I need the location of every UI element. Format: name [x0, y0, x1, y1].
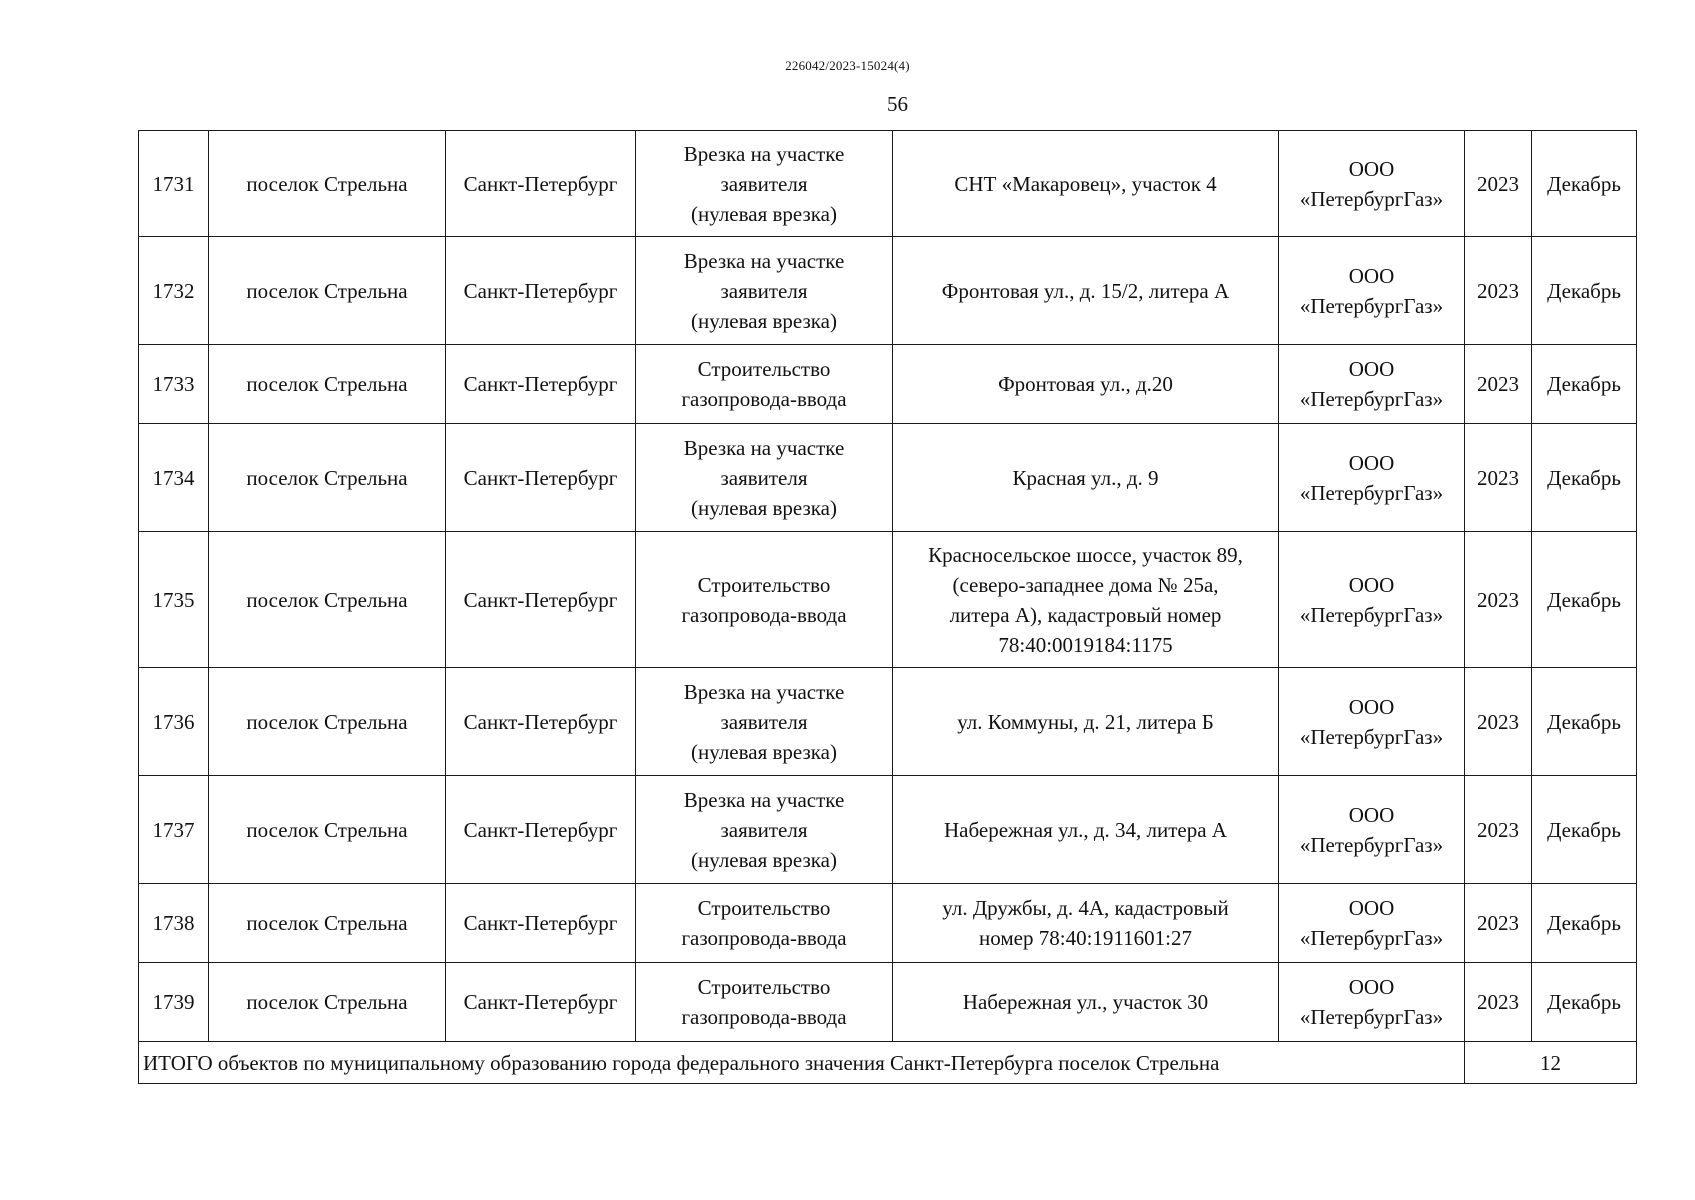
organization-cell-line: «ПетербургГаз»	[1299, 724, 1444, 749]
month-cell: Декабрь	[1532, 884, 1637, 963]
organization-cell	[1279, 776, 1465, 884]
month-cell: Декабрь	[1532, 131, 1637, 237]
address-cell-line: 78:40:0019184:1175	[998, 632, 1173, 657]
work-type-cell	[636, 963, 893, 1042]
work-type-cell	[636, 884, 893, 963]
organization-cell-line: «ПетербургГаз»	[1299, 926, 1444, 950]
organization-cell-line: ООО	[1348, 572, 1395, 597]
total-label: ИТОГО объектов по муниципальному образованию города федерального значения Санкт-Петербурга поселок Стрельна	[139, 1042, 1465, 1084]
settlement-cell: поселок Стрельна	[209, 532, 446, 668]
work-type-cell-line: (нулевая врезка)	[691, 739, 837, 764]
total-value: 12	[1465, 1042, 1637, 1084]
address-cell-line: ул. Коммуны, д. 21, литера Б	[957, 709, 1214, 734]
settlement-cell: поселок Стрельна	[209, 776, 446, 884]
work-type-cell-line: заявителя	[720, 278, 808, 303]
year-cell: 2023	[1465, 884, 1532, 963]
organization-cell-line: ООО	[1348, 156, 1395, 181]
address-cell	[893, 345, 1279, 424]
organization-cell-line: ООО	[1348, 694, 1395, 719]
organization-cell	[1279, 668, 1465, 776]
organization-cell-line: «ПетербургГаз»	[1299, 1005, 1444, 1029]
table-row	[139, 237, 1637, 345]
work-type-cell-line: газопровода-ввода	[681, 926, 847, 950]
work-type-cell	[636, 532, 893, 668]
row-number: 1736	[139, 668, 209, 776]
page-number: 56	[887, 92, 908, 116]
settlement-cell: поселок Стрельна	[209, 345, 446, 424]
address-cell-line: (северо-западнее дома № 25а,	[952, 572, 1219, 597]
settlement-cell: поселок Стрельна	[209, 131, 446, 237]
work-type-cell-line: Строительство	[697, 357, 831, 381]
work-type-cell-line: Врезка на участке	[683, 435, 845, 460]
address-cell-line: Фронтовая ул., д.20	[998, 372, 1173, 396]
organization-cell-line: ООО	[1348, 450, 1395, 475]
work-type-cell-line: газопровода-ввода	[681, 387, 847, 411]
year-cell: 2023	[1465, 963, 1532, 1042]
city-cell: Санкт-Петербург	[446, 963, 636, 1042]
organization-cell	[1279, 345, 1465, 424]
row-number: 1732	[139, 237, 209, 345]
work-type-cell-line: Строительство	[697, 572, 831, 597]
month-cell: Декабрь	[1532, 668, 1637, 776]
row-number: 1731	[139, 131, 209, 237]
address-cell	[893, 131, 1279, 237]
address-cell	[893, 963, 1279, 1042]
settlement-cell: поселок Стрельна	[209, 884, 446, 963]
month-cell: Декабрь	[1532, 237, 1637, 345]
address-cell-line: Набережная ул., участок 30	[962, 990, 1209, 1014]
organization-cell-line: ООО	[1348, 975, 1395, 999]
organization-cell-line: «ПетербургГаз»	[1299, 480, 1444, 505]
settlement-cell: поселок Стрельна	[209, 424, 446, 532]
year-cell: 2023	[1465, 345, 1532, 424]
organization-cell	[1279, 963, 1465, 1042]
address-cell-line: Красносельское шоссе, участок 89,	[928, 542, 1243, 567]
address-cell-line: номер 78:40:1911601:27	[979, 926, 1192, 950]
row-number: 1737	[139, 776, 209, 884]
table-row	[139, 424, 1637, 532]
objects-table	[138, 130, 1637, 1084]
address-cell	[893, 668, 1279, 776]
row-number: 1734	[139, 424, 209, 532]
work-type-cell-line: Врезка на участке	[683, 141, 845, 166]
organization-cell-line: «ПетербургГаз»	[1299, 293, 1444, 318]
table-row	[139, 668, 1637, 776]
organization-cell	[1279, 131, 1465, 237]
organization-cell-line: ООО	[1348, 896, 1395, 920]
city-cell: Санкт-Петербург	[446, 424, 636, 532]
table-row	[139, 532, 1637, 668]
address-cell-line: Красная ул., д. 9	[1012, 465, 1159, 490]
city-cell: Санкт-Петербург	[446, 532, 636, 668]
work-type-cell	[636, 345, 893, 424]
work-type-cell	[636, 668, 893, 776]
address-cell	[893, 532, 1279, 668]
work-type-cell	[636, 131, 893, 237]
month-cell: Декабрь	[1532, 345, 1637, 424]
work-type-cell-line: Строительство	[697, 896, 831, 920]
address-cell-line: Набережная ул., д. 34, литера А	[944, 817, 1227, 842]
work-type-cell-line: Врезка на участке	[683, 787, 845, 812]
organization-cell-line: «ПетербургГаз»	[1299, 602, 1444, 627]
year-cell: 2023	[1465, 237, 1532, 345]
organization-cell-line: «ПетербургГаз»	[1299, 186, 1444, 211]
organization-cell	[1279, 237, 1465, 345]
organization-cell-line: ООО	[1348, 263, 1395, 288]
row-number: 1739	[139, 963, 209, 1042]
work-type-cell-line: Строительство	[697, 975, 831, 999]
work-type-cell-line: (нулевая врезка)	[691, 847, 837, 872]
year-cell: 2023	[1465, 776, 1532, 884]
month-cell: Декабрь	[1532, 776, 1637, 884]
work-type-cell	[636, 237, 893, 345]
work-type-cell-line: (нулевая врезка)	[691, 308, 837, 333]
organization-cell	[1279, 532, 1465, 668]
work-type-cell-line: Врезка на участке	[683, 679, 845, 704]
settlement-cell: поселок Стрельна	[209, 963, 446, 1042]
work-type-cell	[636, 424, 893, 532]
settlement-cell: поселок Стрельна	[209, 237, 446, 345]
table-row	[139, 884, 1637, 963]
organization-cell-line: ООО	[1348, 357, 1395, 381]
total-row	[139, 1042, 1637, 1084]
table-body	[139, 131, 1637, 1084]
table-row	[139, 345, 1637, 424]
city-cell: Санкт-Петербург	[446, 237, 636, 345]
address-cell	[893, 237, 1279, 345]
work-type-cell-line: (нулевая врезка)	[691, 495, 837, 520]
row-number: 1735	[139, 532, 209, 668]
table-row	[139, 131, 1637, 237]
table-row	[139, 776, 1637, 884]
work-type-cell	[636, 776, 893, 884]
city-cell: Санкт-Петербург	[446, 884, 636, 963]
address-cell-line: Фронтовая ул., д. 15/2, литера А	[941, 278, 1230, 303]
settlement-cell: поселок Стрельна	[209, 668, 446, 776]
address-cell	[893, 776, 1279, 884]
organization-cell-line: «ПетербургГаз»	[1299, 387, 1444, 411]
work-type-cell-line: заявителя	[720, 817, 808, 842]
month-cell: Декабрь	[1532, 532, 1637, 668]
year-cell: 2023	[1465, 424, 1532, 532]
organization-cell	[1279, 424, 1465, 532]
year-cell: 2023	[1465, 668, 1532, 776]
organization-cell	[1279, 884, 1465, 963]
address-cell-line: литера А), кадастровый номер	[949, 602, 1222, 627]
row-number: 1738	[139, 884, 209, 963]
work-type-cell-line: Врезка на участке	[683, 248, 845, 273]
organization-cell-line: ООО	[1348, 802, 1395, 827]
city-cell: Санкт-Петербург	[446, 776, 636, 884]
address-cell-line: ул. Дружбы, д. 4А, кадастровый	[942, 896, 1229, 920]
city-cell: Санкт-Петербург	[446, 345, 636, 424]
work-type-cell-line: заявителя	[720, 171, 808, 196]
month-cell: Декабрь	[1532, 963, 1637, 1042]
organization-cell-line: «ПетербургГаз»	[1299, 832, 1444, 857]
year-cell: 2023	[1465, 532, 1532, 668]
city-cell: Санкт-Петербург	[446, 668, 636, 776]
work-type-cell-line: заявителя	[720, 709, 808, 734]
table-row	[139, 963, 1637, 1042]
work-type-cell-line: заявителя	[720, 465, 808, 490]
row-number: 1733	[139, 345, 209, 424]
work-type-cell-line: (нулевая врезка)	[691, 201, 837, 226]
address-cell-line: СНТ «Макаровец», участок 4	[954, 171, 1217, 196]
address-cell	[893, 884, 1279, 963]
address-cell	[893, 424, 1279, 532]
document-id: 226042/2023-15024(4)	[785, 58, 910, 73]
work-type-cell-line: газопровода-ввода	[681, 602, 847, 627]
month-cell: Декабрь	[1532, 424, 1637, 532]
year-cell: 2023	[1465, 131, 1532, 237]
work-type-cell-line: газопровода-ввода	[681, 1005, 847, 1029]
city-cell: Санкт-Петербург	[446, 131, 636, 237]
